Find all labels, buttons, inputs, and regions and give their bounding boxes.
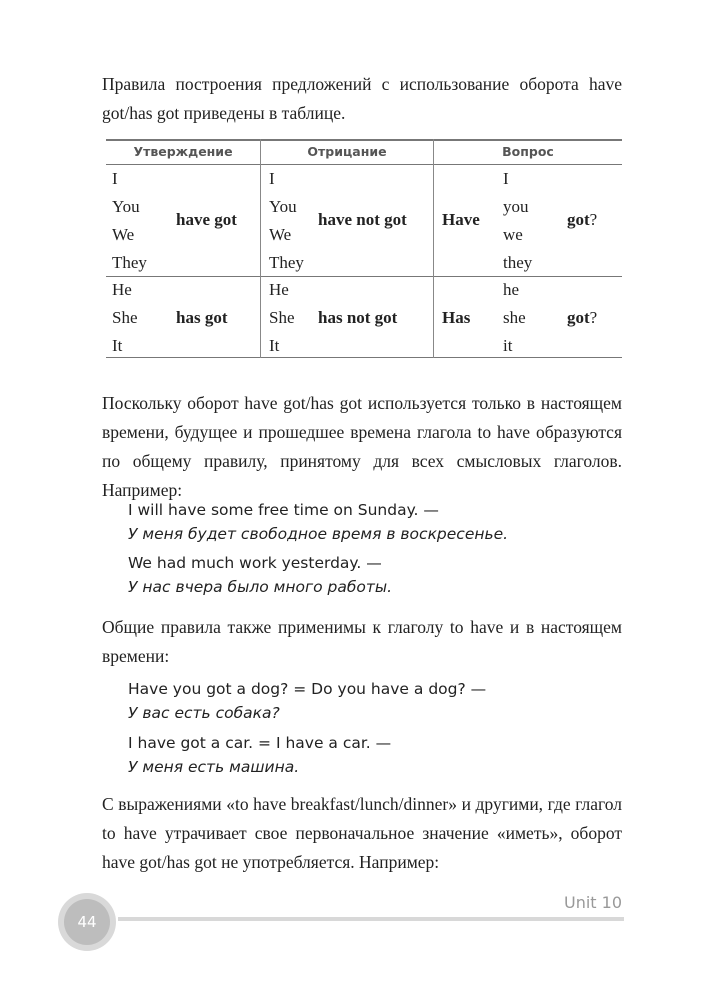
question-verb-text: got xyxy=(567,210,590,229)
pronoun: She xyxy=(112,308,138,327)
table-bottom-rule xyxy=(106,357,622,358)
unit-label: Unit 10 xyxy=(563,893,622,912)
example xyxy=(128,551,392,599)
header-question: Вопрос xyxy=(502,144,554,159)
table-column-divider xyxy=(433,139,434,358)
question-mark: ? xyxy=(589,210,598,229)
header-negative: Отрицание xyxy=(307,144,387,159)
question-mark: ? xyxy=(589,308,598,327)
example-russian: У меня есть машина. xyxy=(128,758,300,776)
example-english: I have got a car. = I have a car. — xyxy=(128,734,392,752)
intro-paragraph: Правила построения предложений с использование оборота have got/has got приведены в таблице. xyxy=(102,74,622,123)
question-aux: Has xyxy=(442,308,471,327)
pronoun: I xyxy=(269,169,275,188)
question-pronoun: I xyxy=(503,169,509,188)
example xyxy=(128,498,508,546)
body-paragraph: Общие правила также применимы к глаголу to have и в настоящем времени: xyxy=(102,617,622,666)
pronoun: They xyxy=(269,253,304,272)
body-paragraph: С выражениями «to have breakfast/lunch/dinner» и другими, где глагол to have утрачивает свое первоначальное значение «иметь», оборот have got/has got не употребляется. Например: xyxy=(102,794,622,872)
example-english: We had much work yesterday. — xyxy=(128,554,382,572)
question-verb-text: got xyxy=(567,308,590,327)
example-russian: У меня будет свободное время в воскресенье. xyxy=(128,525,509,543)
question-verb xyxy=(567,210,597,230)
table-column-divider xyxy=(260,139,261,358)
header-affirmative: Утверждение xyxy=(133,144,233,159)
page-number: 44 xyxy=(64,899,110,945)
example-english: I will have some free time on Sunday. — xyxy=(128,501,439,519)
footer-rule xyxy=(118,917,624,921)
table-row-divider xyxy=(106,276,622,277)
question-pronoun: it xyxy=(503,336,513,355)
affirmative-verb: has got xyxy=(176,308,228,327)
pronoun: She xyxy=(269,308,295,327)
pronoun: I xyxy=(112,169,118,188)
example xyxy=(128,677,486,725)
example-russian: У вас есть собака? xyxy=(128,704,280,722)
pronoun: He xyxy=(269,280,289,299)
question-pronoun: we xyxy=(503,225,523,244)
pronoun: You xyxy=(269,197,297,216)
pronoun: It xyxy=(269,336,280,355)
example-english: Have you got a dog? = Do you have a dog? — xyxy=(128,680,487,698)
pronoun: You xyxy=(112,197,140,216)
question-pronoun: they xyxy=(503,253,533,272)
pronoun: We xyxy=(269,225,292,244)
table-header-rule xyxy=(106,164,622,165)
pronoun: We xyxy=(112,225,135,244)
page-number-badge xyxy=(58,893,116,951)
grammar-table xyxy=(106,139,622,358)
pronoun: It xyxy=(112,336,123,355)
pronoun: They xyxy=(112,253,147,272)
question-aux: Have xyxy=(442,210,480,229)
question-pronoun: she xyxy=(503,308,526,327)
negative-verb: have not got xyxy=(318,210,407,229)
example xyxy=(128,731,391,779)
example-russian: У нас вчера было много работы. xyxy=(128,578,393,596)
question-pronoun: he xyxy=(503,280,520,299)
pronoun: He xyxy=(112,280,132,299)
question-verb xyxy=(567,308,597,328)
body-paragraph: Поскольку оборот have got/has got используется только в настоящем времени, будущее и прошедшее времена глагола to have образуются по общему правилу, принятому для всех смысловых глаголов. Например: xyxy=(102,393,622,500)
affirmative-verb: have got xyxy=(176,210,237,229)
question-pronoun: you xyxy=(503,197,529,216)
negative-verb: has not got xyxy=(318,308,398,327)
